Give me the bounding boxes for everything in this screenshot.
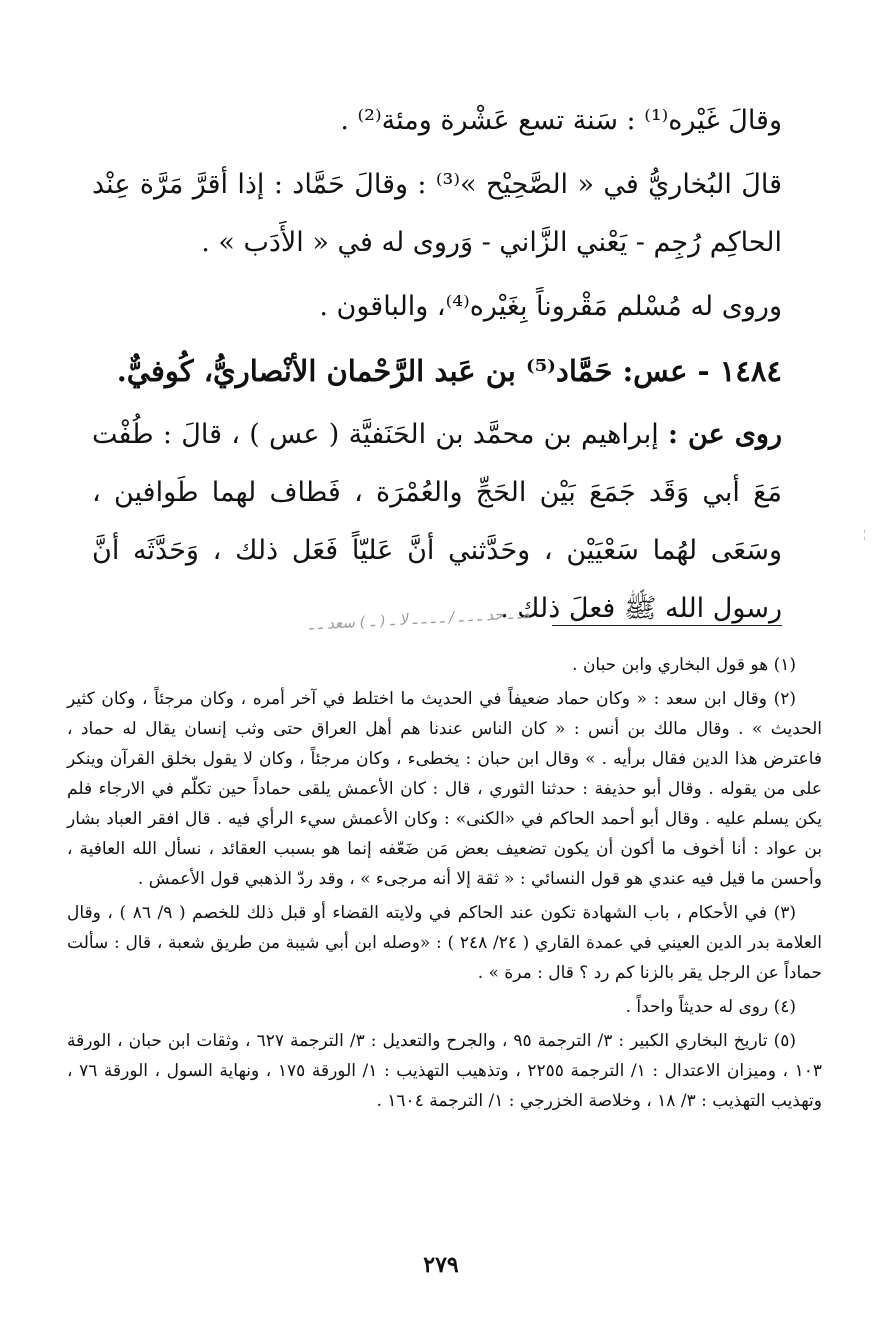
narration-text: إبراهيم بن محمَّد بن الحَنَفيَّة ( عس ) ، قالَ : طُفْت مَعَ أبي وَقَد جَمَعَ بَيْن الحَجِّ والعُمْرَة ، فَطاف لهما طَوافين ، وسَعَى لهُما سَعْيَيْن ، وحَدَّثني أنَّ عَليّاً فَعَل ذلك ، وَحَدَّثَه أنَّ رسول الله ﷺ فعلَ ذلك . <box>92 419 782 624</box>
muslim-paragraph: وروى له مُسْلم مَقْروناً بِغَيْره⁽⁴⁾، والباقون . <box>319 291 782 322</box>
narration-lead: روى عن : <box>668 419 782 450</box>
handwritten-annotation: مـ ـ حد ـ ـ ـ / ـ ـ ـ ـ لا ـ ( ـ ) سعد ـ ـ <box>308 604 531 634</box>
bukhari-paragraph: قالَ البُخاريُّ في « الصَّحِيْح »⁽³⁾ : وقالَ حَمَّاد : إذا أقرَّ مَرَّة عِنْد الحاكِم رُجِم - يَعْني الزَّاني - وَروى له في « الأَدَب » . <box>92 169 783 258</box>
entry-heading: ١٤٨٤ - عس: حَمَّاد⁽⁵⁾ بن عَبد الرَّحْمان الأنْصاريُّ، كُوفيٌّ. <box>116 354 782 388</box>
footnote-1: (١) هو قول البخاري وابن حبان . <box>572 655 796 675</box>
footnote-4: (٤) روى له حديثاً واحداً . <box>625 997 796 1017</box>
footnote-2: (٢) وقال ابن سعد : « وكان حماد ضعيفاً في الحديث ما اختلط في آخر أمره ، وكان مرجئاً ، وكان كثير الحديث » . وقال مالك بن أنس : « كان الناس عندنا هم أهل العراق حتى وثب إنسان يقال له حماد ، فاعترض هذا الدين فقال برأيه . » وقال ابن حبان : يخطىء ، وكان مرجئاً ، وكان لا يقول بخلق القرآن وينكر على من يقوله . وقال أبو حذيفة : حدثنا الثوري ، قال : كان الأعمش يلقى حماداً حين تكلّم في الارجاء فلم يكن يسلم عليه . وقال أبو أحمد الحاكم في «الكنى» : وكان الأعمش سيء الرأي فيه . قال افقر العباد بشار بن عواد : أنا أخوف ما أكون أن يكون تضعيف بعض مَن ضَعّفه إنما هو بسبب العقائد ، نسأل الله العافية ، وأحسن ما قيل فيه عندي هو قول النسائي : « ثقة إلا أنه مرجىء » ، وقد ردّ الذهبي قول الأعمش . <box>67 689 822 889</box>
footnote-5: (٥) تاريخ البخاري الكبير : ٣/ الترجمة ٩٥ ، والجرح والتعديل : ٣/ الترجمة ٦٢٧ ، وثقات ابن حبان ، الورقة ١٠٣ ، وميزان الاعتدال : ١/ الترجمة ٢٢٥٥ ، وتذهيب التهذيب : ١/ الورقة ١٧٥ ، ونهاية السول ، الورقة ٧٦ ، وتهذيب التهذيب : ٣/ ١٨ ، وخلاصة الخزرجي : ١/ الترجمة ١٦٠٤ . <box>67 1031 822 1111</box>
footnotes-block <box>67 650 822 1120</box>
footnote-divider <box>552 625 782 626</box>
margin-side-note: ـ ـ <box>861 530 874 540</box>
main-text-block <box>92 92 782 638</box>
narration-paragraph <box>92 406 782 638</box>
page-number: ٢٧٩ <box>423 1252 459 1278</box>
footnote-3: (٣) في الأحكام ، باب الشهادة تكون عند الحاكم في ولايته القضاء أو قبل ذلك للخصم ( ٩/ ٨٦ ) ، وقال العلامة بدر الدين العيني في عمدة القاري ( ٢٤/ ٢٤٨ ) : «وصله ابن أبي شيبة من طريق شعبة ، قال : سألت حماداً عن الرجل يقر بالزنا كم رد ؟ قال : مرة » . <box>67 903 822 983</box>
opening-line: وقالَ غَيْره⁽¹⁾ : سَنة تسع عَشْرة ومئة⁽²⁾ . <box>340 105 782 136</box>
